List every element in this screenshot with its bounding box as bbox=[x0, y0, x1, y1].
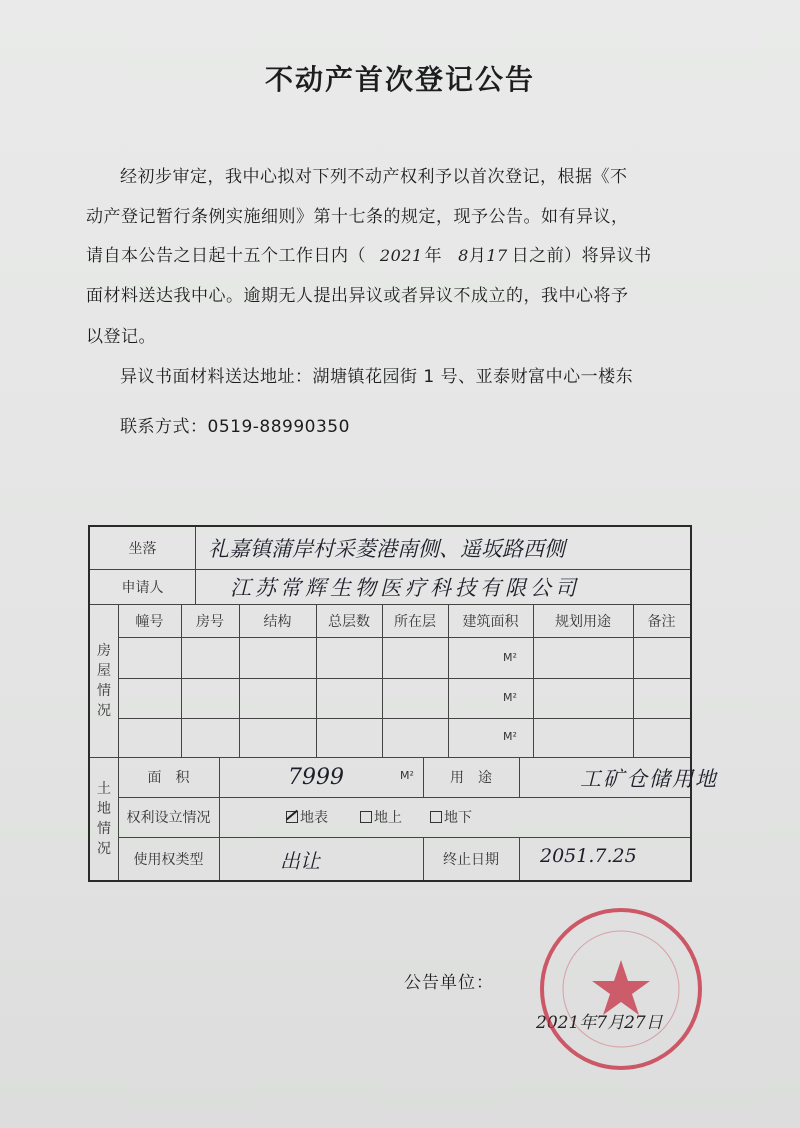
checkbox-icon bbox=[430, 811, 442, 823]
land-area-unit: M² bbox=[400, 768, 414, 782]
paragraph-line-4: 面材料送达我中心。逾期无人提出异议或者异议不成立的，我中心将予 bbox=[86, 286, 629, 306]
land-label-char: 情 bbox=[97, 820, 111, 837]
header-floor: 所在层 bbox=[394, 613, 436, 630]
use-label: 用 途 bbox=[450, 770, 492, 786]
land-section-label bbox=[90, 757, 118, 880]
announcing-unit-label: 公告单位： bbox=[404, 973, 494, 993]
area-unit: M² bbox=[503, 690, 517, 704]
header-building-area: 建筑面积 bbox=[462, 613, 519, 630]
header-room-no: 房号 bbox=[196, 613, 224, 630]
end-date-label: 终止日期 bbox=[443, 851, 499, 868]
area-unit: M² bbox=[503, 650, 517, 664]
area-unit: M² bbox=[503, 729, 517, 743]
location-value: 礼嘉镇蒲岸村采菱港南侧、遥坂路西侧 bbox=[208, 537, 565, 561]
land-label-char: 土 bbox=[97, 780, 111, 797]
paragraph-line-3-suffix: 日之前）将异议书 bbox=[511, 246, 652, 266]
paragraph-line-2: 动产登记暂行条例实施细则》第十七条的规定，现予公告。如有异议， bbox=[86, 207, 629, 227]
rights-option-above[interactable] bbox=[360, 807, 402, 827]
page-title: 不动产首次登记公告 bbox=[264, 63, 535, 96]
house-label-char: 情 bbox=[97, 682, 111, 699]
paragraph-line-5: 以登记。 bbox=[86, 327, 156, 347]
land-area-label: 面 积 bbox=[147, 770, 190, 786]
header-structure: 结构 bbox=[263, 613, 292, 630]
year-unit: 年 bbox=[424, 246, 443, 266]
announcement-date: 2021年7月27日 bbox=[536, 1013, 663, 1033]
house-label-char: 况 bbox=[97, 702, 111, 719]
rights-option-below[interactable] bbox=[430, 807, 472, 827]
handwritten-day: 17 bbox=[486, 246, 508, 265]
applicant-label: 申请人 bbox=[121, 579, 164, 596]
contact-line: 联系方式：0519-88990350 bbox=[120, 417, 350, 437]
registration-table bbox=[88, 525, 718, 882]
land-area-value: 7999 bbox=[288, 765, 344, 790]
rights-option-surface[interactable] bbox=[286, 807, 328, 827]
applicant-value: 江苏常辉生物医疗科技有限公司 bbox=[230, 576, 580, 600]
use-value: 工矿仓储用地 bbox=[580, 767, 718, 791]
handwritten-year: 2021 bbox=[379, 246, 423, 265]
land-label-char: 地 bbox=[97, 800, 111, 817]
land-label-char: 况 bbox=[97, 840, 111, 857]
usage-type-label: 使用权类型 bbox=[133, 851, 204, 868]
paragraph-line-3-prefix: 请自本公告之日起十五个工作日内（ bbox=[86, 246, 366, 266]
checkbox-checked-icon bbox=[286, 811, 298, 823]
rights-option-label: 地上 bbox=[374, 810, 402, 826]
rights-option-label: 地下 bbox=[444, 810, 472, 826]
house-label-char: 房 bbox=[97, 642, 111, 659]
house-label-char: 屋 bbox=[97, 662, 111, 679]
rights-option-label: 地表 bbox=[300, 810, 328, 826]
header-total-floors: 总层数 bbox=[328, 613, 370, 630]
seal-star-icon bbox=[544, 912, 698, 1066]
paragraph-line-3 bbox=[86, 241, 652, 266]
end-date-value: 2051.7.25 bbox=[540, 845, 637, 867]
location-label: 坐落 bbox=[128, 541, 157, 557]
month-unit: 月 bbox=[468, 246, 487, 266]
house-section-label bbox=[90, 604, 118, 757]
paragraph-line-1: 经初步审定，我中心拟对下列不动产权利予以首次登记，根据《不 bbox=[120, 167, 628, 187]
header-building-no: 幢号 bbox=[135, 613, 164, 630]
checkbox-icon bbox=[360, 811, 372, 823]
header-planned-use: 规划用途 bbox=[555, 613, 611, 630]
handwritten-month: 8 bbox=[458, 246, 469, 265]
header-remarks: 备注 bbox=[647, 613, 676, 630]
usage-type-value: 出让 bbox=[280, 849, 320, 873]
rights-label: 权利设立情况 bbox=[126, 810, 211, 826]
official-seal bbox=[540, 908, 702, 1070]
address-line: 异议书面材料送达地址：湖塘镇花园街 1 号、亚泰财富中心一楼东 bbox=[120, 367, 634, 387]
